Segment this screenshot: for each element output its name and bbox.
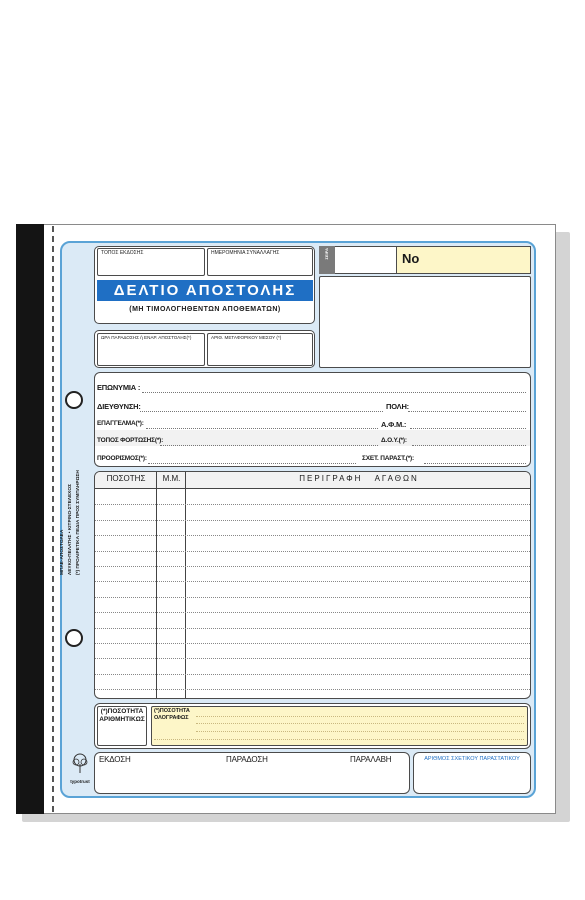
table-row-line bbox=[95, 628, 531, 629]
side-note-copies-2: ΛΕΥΚΟ-ΠΕΛΑΤΗΣ • ΚΙΤΡΙΝΟ-ΣΤΕΛΕΧΟΣ bbox=[68, 484, 73, 575]
issue-place-label: ΤΟΠΟΣ ΕΚΔΟΣΗΣ bbox=[101, 250, 144, 256]
signature-issue-area[interactable] bbox=[99, 766, 199, 790]
tax-office-line[interactable] bbox=[412, 445, 526, 446]
document-number-field[interactable] bbox=[396, 247, 530, 273]
related-doc-label: ΣΧΕΤ. ΠΑΡΑΣΤ.(*): bbox=[362, 455, 414, 462]
table-row-line bbox=[95, 581, 531, 582]
table-row-line bbox=[95, 643, 531, 644]
document-subtitle: (ΜΗ ΤΙΜΟΛΟΓΗΘΕΝΤΩΝ ΑΠΟΘΕΜΑΤΩΝ) bbox=[129, 306, 281, 313]
tree-logo-icon bbox=[68, 752, 92, 774]
table-row-line bbox=[95, 689, 531, 690]
document-title: ΔΕΛΤΙΟ ΑΠΟΣΤΟΛΗΣ bbox=[97, 280, 313, 301]
signature-delivery-area[interactable] bbox=[210, 766, 300, 790]
series-field[interactable] bbox=[336, 247, 394, 273]
brand-name: typotrust bbox=[70, 779, 90, 784]
col-header-description: ΠΕΡΙΓΡΑΦΗ ΑΓΑΘΩΝ bbox=[186, 472, 531, 489]
customer-name-label: ΕΠΩΝΥΜΙΑ : bbox=[97, 383, 141, 392]
series-tab bbox=[319, 246, 335, 274]
punch-hole-top bbox=[65, 391, 83, 409]
related-doc-number-label: ΑΡΙΘΜΟΣ ΣΧΕΤΙΚΟΥ ΠΑΡΑΣΤΑΤΙΚΟΥ bbox=[424, 756, 520, 762]
vehicle-number-label: ΑΡΙΘ. ΜΕΤΑΦΟΡΙΚΟΥ ΜΕΣΟΥ (*) bbox=[211, 335, 282, 340]
issue-place-field[interactable] bbox=[97, 248, 205, 276]
qty-words-line-2 bbox=[196, 723, 524, 724]
loading-place-label: ΤΟΠΟΣ ΦΟΡΤΩΣΗΣ(*): bbox=[97, 437, 164, 444]
goods-table bbox=[94, 471, 531, 699]
side-note-copies: ΜΠΛΕ-ΑΠΟΣΤΟΛΕΑ bbox=[60, 529, 65, 575]
related-doc-line[interactable] bbox=[424, 463, 526, 464]
qty-numeric-label: (*)ΠΟΣΟΤΗΤΑ ΑΡΙΘΜΗΤΙΚΩΣ bbox=[99, 708, 145, 723]
number-label: Νο bbox=[402, 251, 420, 266]
customer-city-line[interactable] bbox=[408, 411, 526, 412]
brand-logo bbox=[68, 752, 92, 782]
qty-words-line-4 bbox=[154, 739, 524, 740]
destination-line[interactable] bbox=[148, 463, 356, 464]
table-row-line bbox=[95, 674, 531, 675]
table-row-line bbox=[95, 612, 531, 613]
signature-issue-label: ΕΚΔΟΣΗ bbox=[99, 755, 131, 764]
pad-binding-spine bbox=[16, 224, 44, 814]
customer-box bbox=[94, 372, 531, 467]
table-row-line bbox=[95, 520, 531, 521]
delivery-time-label: ΩΡΑ ΠΑΡΑΔΟΣΗΣ ή ΕΝΑΡ. ΑΠΟΣΤΟΛΗΣ(*) bbox=[101, 335, 192, 340]
qty-words-field[interactable] bbox=[151, 706, 528, 746]
customer-address-line[interactable] bbox=[140, 411, 383, 412]
table-row-line bbox=[95, 658, 531, 659]
issuer-info-box bbox=[319, 276, 531, 368]
punch-hole-bottom bbox=[65, 629, 83, 647]
related-doc-number-field[interactable] bbox=[413, 752, 531, 794]
customer-name-line[interactable] bbox=[142, 392, 526, 393]
transaction-date-field[interactable] bbox=[207, 248, 313, 276]
side-note-optional: (*) ΠΡΟΑΙΡΕΤΙΚΑ ΠΕΔΙΑ ΠΡΟΣ ΣΥΜΠΛΗΡΩΣΗ bbox=[76, 470, 81, 575]
tax-office-label: Δ.Ο.Υ.(*): bbox=[381, 437, 407, 444]
customer-vat-line[interactable] bbox=[410, 428, 526, 429]
customer-address-label: ΔΙΕΥΘΥΝΣΗ: bbox=[97, 402, 141, 411]
qty-numeric-field[interactable] bbox=[97, 706, 147, 746]
qty-words-line-1 bbox=[196, 716, 524, 717]
qty-words-label: (*)ΠΟΣΟΤΗΤΑ ΟΛΟΓΡΑΦΩΣ bbox=[154, 708, 190, 721]
signature-receipt-area[interactable] bbox=[310, 766, 405, 790]
vehicle-number-field[interactable] bbox=[207, 333, 313, 366]
transaction-date-label: ΗΜΕΡΟΜΗΝΙΑ ΣΥΝΑΛΛΑΓΗΣ bbox=[211, 250, 280, 256]
table-row-line bbox=[95, 504, 531, 505]
table-row-line bbox=[95, 566, 531, 567]
col-header-unit: Μ.Μ. bbox=[157, 472, 186, 489]
customer-vat-label: Α.Φ.Μ.: bbox=[381, 420, 407, 429]
signature-delivery-label: ΠΑΡΑΔΟΣΗ bbox=[226, 755, 268, 764]
series-label: ΣΕΙΡΑ bbox=[324, 248, 329, 260]
loading-place-line[interactable] bbox=[160, 445, 378, 446]
table-row-line bbox=[95, 551, 531, 552]
customer-profession-label: ΕΠΑΓΓΕΛΜΑ(*): bbox=[97, 420, 144, 427]
perforation-line bbox=[52, 226, 54, 812]
delivery-time-field[interactable] bbox=[97, 333, 205, 366]
qty-words-line-3 bbox=[196, 731, 524, 732]
destination-label: ΠΡΟΟΡΙΣΜΟΣ(*): bbox=[97, 455, 147, 462]
table-row-line bbox=[95, 597, 531, 598]
customer-profession-line[interactable] bbox=[146, 428, 378, 429]
customer-city-label: ΠΟΛΗ: bbox=[386, 402, 409, 411]
col-header-quantity: ΠΟΣΟΤΗΣ bbox=[95, 472, 157, 489]
table-row-line bbox=[95, 535, 531, 536]
col-divider-2 bbox=[185, 472, 186, 699]
signature-receipt-label: ΠΑΡΑΛΑΒΗ bbox=[350, 755, 392, 764]
col-divider-1 bbox=[156, 472, 157, 699]
